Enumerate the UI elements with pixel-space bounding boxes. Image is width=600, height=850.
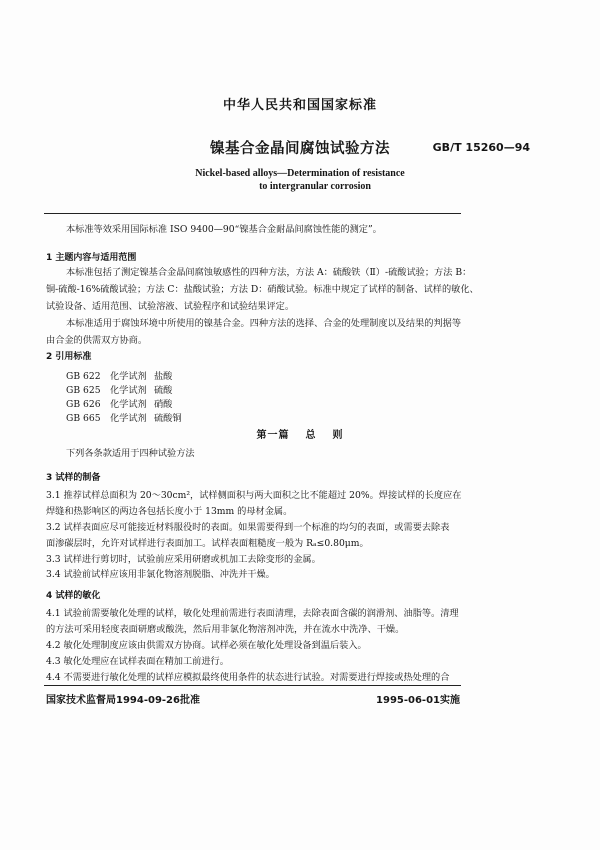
reference-row	[66, 396, 172, 410]
footer-divider	[44, 685, 461, 686]
reference-code: GB 626	[66, 399, 101, 410]
section-4-line: 的方法可采用轻度表面研磨或酸洗，然后用非氯化物溶剂冲洗，并在流水中洗净、干燥。	[46, 624, 405, 635]
approval-date: 国家技术监督局1994-09-26批准	[46, 695, 200, 706]
implementation-date: 1995-06-01实施	[376, 695, 460, 706]
part-1-title	[0, 426, 600, 441]
part-1-title-b: 总	[305, 430, 317, 441]
standard-number: GB/T 15260—94	[432, 141, 530, 154]
organization-header: 中华人民共和国国家标准	[222, 98, 377, 113]
reference-category: 化学试剂	[110, 371, 147, 382]
reference-row	[66, 368, 172, 382]
reference-category: 化学试剂	[110, 385, 147, 396]
document-title-en	[0, 167, 600, 193]
reference-row	[66, 410, 182, 424]
section-4-heading: 4 试样的敏化	[46, 591, 101, 601]
title-en-line-2: to intergranular corrosion	[259, 181, 371, 192]
reference-name: 盐酸	[154, 371, 173, 382]
section-1-para-2-line-2: 由合金的供需双方协商。	[46, 335, 148, 346]
section-1-para-1-line-1: 本标准包括了测定镍基合金晶间腐蚀敏感性的四种方法，方法 A：硫酸铁（Ⅱ）-硫酸试验；方法 B：	[66, 267, 472, 278]
section-2-heading: 2 引用标准	[46, 352, 92, 362]
reference-category: 化学试剂	[110, 413, 147, 424]
section-4-line: 4.2 敏化处理制度应该由供需双方协商。试样必须在敏化处理设备到温后装入。	[46, 640, 367, 651]
section-3-line: 3.2 试样表面应尽可能接近材料服役时的表面。如果需要得到一个标准的均匀的表面，或需要去除表	[46, 522, 450, 533]
section-3-line: 3.4 试验前试样应该用非氯化物溶剂脱脂、冲洗并干燥。	[46, 569, 275, 580]
section-1-para-2-line-1: 本标准适用于腐蚀环境中所使用的镍基合金。四种方法的选择、合金的处理制度以及结果的判据等	[66, 318, 462, 329]
header-divider	[44, 213, 461, 214]
section-4-line: 4.1 试验前需要敏化处理的试样，敏化处理前需进行表面清理，去除表面含碳的润滑剂、油脂等。清理	[46, 608, 459, 619]
part-1-title-c: 则	[332, 430, 344, 441]
section-4-line: 4.3 敏化处理应在试样表面在精加工前进行。	[46, 656, 229, 667]
reference-name: 硫酸	[154, 385, 173, 396]
title-en-line-1: Nickel-based alloys—Determination of resistance	[195, 168, 405, 179]
section-3-line: 面渗碳层时，允许对试样进行表面加工。试样表面粗糙度一般为 Rₐ≤0.80μm。	[46, 538, 369, 549]
part-1-intro: 下列各条款适用于四种试验方法	[66, 448, 195, 459]
section-1-para-1-line-2: 铜-硫酸-16%硫酸试验；方法 C：盐酸试验；方法 D：硝酸试验。标准中规定了试样的制备、试样的敏化、	[46, 284, 479, 295]
section-3-heading: 3 试样的制备	[46, 473, 101, 483]
reference-name: 硝酸	[154, 399, 173, 410]
part-1-title-a: 第一篇	[256, 430, 290, 441]
document-title-cn: 镍基合金晶间腐蚀试验方法	[210, 141, 390, 157]
section-1-heading: 1 主题内容与适用范围	[46, 253, 137, 263]
section-3-line: 焊缝和热影响区的两边各包括长度小于 13mm 的母材金属。	[46, 506, 293, 517]
section-1-para-1-line-3: 试验设备、适用范围、试验溶液、试验程序和试验结果评定。	[46, 301, 295, 312]
section-4-line: 4.4 不需要进行敏化处理的试样应模拟最终使用条件的状态进行试验。对需要进行焊接或热处理的合	[46, 672, 450, 683]
reference-code: GB 625	[66, 385, 101, 396]
reference-name: 硫酸铜	[154, 413, 182, 424]
section-3-line: 3.3 试样进行剪切时，试验前应采用研磨或机加工去除变形的金属。	[46, 554, 321, 565]
reference-category: 化学试剂	[110, 399, 147, 410]
reference-row	[66, 382, 172, 396]
reference-code: GB 665	[66, 413, 101, 424]
reference-code: GB 622	[66, 371, 101, 382]
intro-paragraph: 本标准等效采用国际标准 ISO 9400—90“镍基合金耐晶间腐蚀性能的测定”。	[66, 224, 382, 235]
section-3-line: 3.1 推荐试样总面积为 20～30cm²，试样侧面积与两大面积之比不能超过 20%。焊接试样的长度应在	[46, 490, 462, 501]
